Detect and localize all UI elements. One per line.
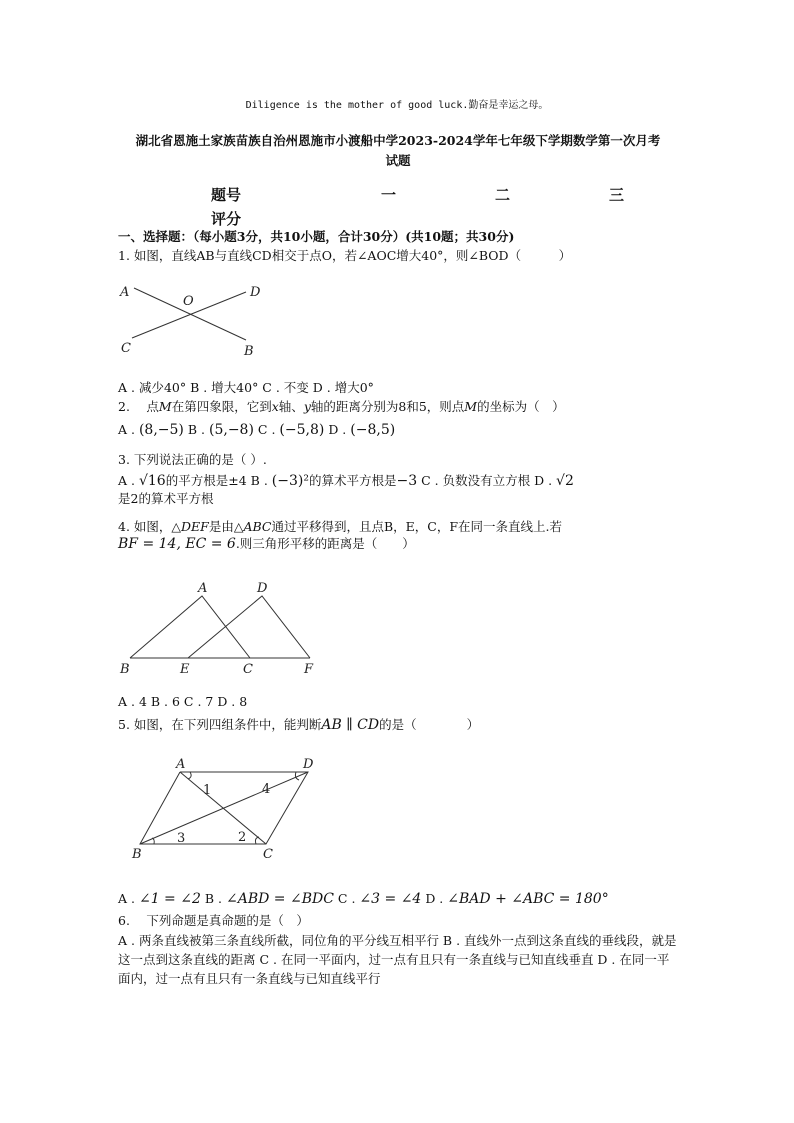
q4-tri-def: △DEF xyxy=(171,519,209,534)
q3-neg3sq: (−3)² xyxy=(271,473,309,489)
question-1-figure xyxy=(118,278,278,360)
diagonal-bd xyxy=(140,772,308,844)
q4-stem-a: 4. 如图， xyxy=(118,519,172,534)
q4-tri-abc: △ABC xyxy=(233,519,272,534)
title-line-2: 试题 xyxy=(385,153,411,168)
motto: Diligence is the mother of good luck.勤奋是幸运之母。 xyxy=(245,100,549,111)
label-angle-3: 3 xyxy=(177,831,186,846)
question-6-options: A . 两条直线被第三条直线所截，同位角的平分线互相平行 B . 直线外一点到这条直线的垂线段，就是这一点到这条直线的距离 C . 在同一平面内，过一点有且只有一条直线与已知直线垂直 D . 在同一平面内，过一点有且只有一条直线与已知直线平行 xyxy=(118,933,677,986)
label-d: D xyxy=(303,757,314,772)
label-c: C xyxy=(121,341,131,356)
q3-opt-d-text: 是2的算术平方根 xyxy=(118,491,214,506)
question-4-stem xyxy=(118,518,678,553)
label-a: A xyxy=(176,757,186,772)
section-heading: 一、选择题：（每小题3分，共10小题，合计30分）(共10题；共30分) xyxy=(118,229,515,244)
q2-opt-d: (−8,5) xyxy=(350,422,396,438)
question-3-stem: 3. 下列说法正确的是（ ）. xyxy=(118,452,267,467)
q5-opt-d: ∠BAD + ∠ABC = 180° xyxy=(447,891,609,907)
q2-stem-b: 在第四象限，它到 xyxy=(171,399,272,414)
q3-sqrt2: √2 xyxy=(556,473,574,489)
q3-opt-a-label: A . xyxy=(118,473,135,488)
question-1-options: A . 减少40° B . 增大40° C . 不变 D . 增大0° xyxy=(118,380,374,395)
q5-opt-a-label: A . xyxy=(118,891,135,906)
q3-pm4: ±4 xyxy=(228,473,247,488)
label-c: C xyxy=(263,847,273,862)
label-e: E xyxy=(180,662,190,677)
score-table xyxy=(0,184,794,228)
label-b: B xyxy=(244,344,254,359)
var-y: y xyxy=(303,399,311,414)
q4-given: BF = 14, EC = 6 xyxy=(118,536,236,552)
question-5-options xyxy=(118,890,678,908)
q3-opt-a-text: 的平方根是 xyxy=(165,473,229,488)
q2-opt-b: (5,−8) xyxy=(209,422,254,438)
q5-stem-a: 5. 如图，在下列四组条件中，能判断 xyxy=(118,717,322,732)
triangle-def xyxy=(188,596,310,658)
q5-opt-d-label: D . xyxy=(425,891,444,906)
label-a: A xyxy=(198,581,208,596)
q3-opt-b-text: 的算术平方根是 xyxy=(308,473,397,488)
question-4-options: A . 4 B . 6 C . 7 D . 8 xyxy=(118,694,248,709)
q3-neg3: −3 xyxy=(396,473,418,489)
score-col-3: 三 xyxy=(609,186,625,204)
title-line-1: 湖北省恩施土家族苗族自治州恩施市小渡船中学2023-2024学年七年级下学期数学第一次月考 xyxy=(135,133,661,148)
q2-opt-b-label: B . xyxy=(187,422,206,437)
question-6-stem: 6. 下列命题是真命题的是（ ） xyxy=(118,913,309,928)
question-5-stem xyxy=(118,716,479,734)
q5-opt-c: ∠3 = ∠4 xyxy=(359,891,422,907)
question-4-figure xyxy=(118,578,328,678)
q5-opt-b: ∠ABD = ∠BDC xyxy=(225,891,334,907)
question-5-figure xyxy=(118,756,328,866)
page-title xyxy=(118,131,678,171)
q3-opt-c-label: C . 负数没有立方根 D . xyxy=(421,473,553,488)
q4-stem-d: .则三角形平移的距离是（ ） xyxy=(235,536,415,551)
label-d: D xyxy=(257,581,268,596)
question-2-stem xyxy=(118,398,565,415)
label-c: C xyxy=(243,662,253,677)
score-row-label-number: 题号 xyxy=(211,186,242,204)
score-col-2: 二 xyxy=(495,186,511,204)
score-col-1: 一 xyxy=(381,186,397,204)
q4-stem-c: 通过平移得到，且点B，E，C，F在同一条直线上.若 xyxy=(271,519,563,534)
label-o: O xyxy=(183,294,194,309)
q2-opt-d-label: D . xyxy=(328,422,347,437)
q2-stem-e: 的坐标为（ ） xyxy=(477,399,565,414)
label-angle-2: 2 xyxy=(238,830,247,845)
angle-1-arc xyxy=(188,772,191,779)
label-angle-4: 4 xyxy=(262,782,271,797)
q5-stem-b: 的是（ ） xyxy=(379,717,480,732)
label-angle-1: 1 xyxy=(203,783,212,798)
label-b: B xyxy=(120,662,130,677)
question-3-options xyxy=(118,472,678,507)
q2-opt-c-label: C . xyxy=(257,422,276,437)
q2-stem-d: 轴的距离分别为8和5，则点 xyxy=(310,399,465,414)
label-d: D xyxy=(250,285,261,300)
label-a: A xyxy=(120,285,130,300)
var-x: x xyxy=(271,399,279,414)
q2-stem-a: 2. 点 xyxy=(118,399,159,414)
var-m: M xyxy=(158,399,172,414)
q5-opt-b-label: B . xyxy=(204,891,222,906)
question-2-options xyxy=(118,421,678,439)
triangle-abc xyxy=(130,596,250,658)
var-m-2: M xyxy=(464,399,478,414)
q5-opt-c-label: C . xyxy=(337,891,356,906)
q2-stem-c: 轴、 xyxy=(278,399,304,414)
q5-opt-a: ∠1 = ∠2 xyxy=(138,891,201,907)
question-1-stem: 1. 如图，直线AB与直线CD相交于点O，若∠AOC增大40°，则∠BOD（ ） xyxy=(118,248,572,263)
q2-opt-c: (−5,8) xyxy=(279,422,325,438)
q5-cond: AB ∥ CD xyxy=(321,717,380,733)
label-f: F xyxy=(304,662,314,677)
q3-opt-b-label: B . xyxy=(250,473,268,488)
q2-opt-a-label: A . xyxy=(118,422,135,437)
q4-stem-b: 是由 xyxy=(208,519,234,534)
score-row-label-score: 评分 xyxy=(211,210,242,228)
q2-opt-a: (8,−5) xyxy=(138,422,184,438)
label-b: B xyxy=(132,847,142,862)
q3-sqrt16: √16 xyxy=(138,473,166,489)
